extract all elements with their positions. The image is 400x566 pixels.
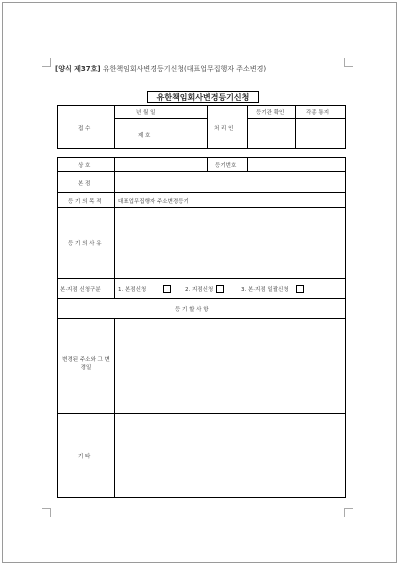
form-header bbox=[55, 64, 266, 74]
crop-mark-top-left bbox=[42, 58, 51, 67]
crop-mark-bottom-right bbox=[344, 508, 353, 517]
form-code: [양식 제37호] bbox=[55, 65, 101, 73]
option-branch: 2. 지점신청 bbox=[185, 287, 214, 293]
main-table bbox=[57, 157, 346, 498]
option-both: 3. 본·지점 일괄신청 bbox=[241, 287, 289, 293]
document-title: 유한책임회사변경등기신청 bbox=[147, 91, 259, 103]
option-head-office: 1. 본점신청 bbox=[118, 287, 147, 293]
checkbox-both[interactable] bbox=[296, 285, 304, 293]
processor-label: 처 리 인 bbox=[214, 126, 234, 132]
registration-cause-label: 등 기 의 사 유 bbox=[68, 241, 102, 247]
date-header: 년 월 일 bbox=[136, 110, 156, 116]
registration-purpose-value: 대표업무집행자 주소변경등기 bbox=[118, 199, 189, 205]
crop-mark-top-right bbox=[344, 58, 353, 67]
number-label: 제 호 bbox=[138, 133, 151, 139]
matters-header: 등 기 할 사 항 bbox=[175, 307, 209, 313]
registration-number-label: 등기번호 bbox=[215, 163, 237, 169]
reception-table bbox=[57, 105, 346, 149]
branch-division-label: 본·지점 신청구분 bbox=[60, 287, 101, 293]
checkbox-branch[interactable] bbox=[216, 285, 224, 293]
reception-label: 접 수 bbox=[78, 126, 91, 132]
form-name: 유한책임회사변경등기신청(대표업무집행자 주소변경) bbox=[102, 65, 267, 73]
trade-name-label: 상 호 bbox=[78, 163, 91, 169]
other-label: 기 타 bbox=[78, 454, 91, 460]
notification-label: 각종 통지 bbox=[306, 110, 330, 116]
registrar-check-label: 등기관 확인 bbox=[256, 110, 285, 116]
changed-address-label: 변경된 주소와 그 변경일 bbox=[62, 357, 110, 371]
registration-purpose-label: 등 기 의 목 적 bbox=[68, 199, 102, 205]
crop-mark-bottom-left bbox=[42, 508, 51, 517]
checkbox-head-office[interactable] bbox=[163, 285, 171, 293]
head-office-label: 본 점 bbox=[78, 181, 91, 187]
